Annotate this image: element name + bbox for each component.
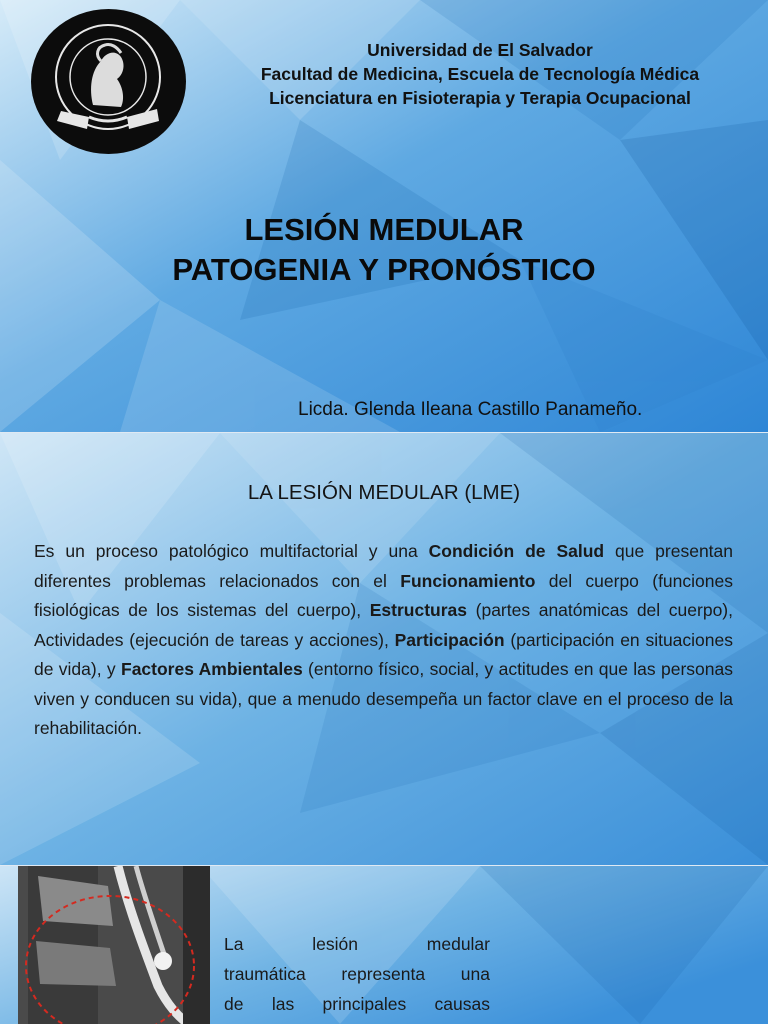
faculty-name: Facultad de Medicina, Escuela de Tecnología Médica [260, 64, 700, 84]
trauma-paragraph [224, 929, 490, 1019]
paragraph-text: (participación en situaciones de vida), y [34, 629, 733, 679]
institution-header [190, 38, 768, 110]
emphasized-term: Funcionamiento [400, 570, 536, 591]
text-line: de las principales causas [224, 994, 490, 1014]
paragraph-text: (partes anatómicas del cuerpo), Actividades (ejecución de tareas y acciones), [34, 600, 733, 650]
definition-paragraph [34, 537, 733, 744]
author-name: Licda. Glenda Ileana Castillo Panameño. [298, 399, 643, 420]
paragraph-text: Es un proceso patológico multifactorial y una [34, 541, 429, 561]
text-line: La lesión medular [224, 934, 490, 954]
emphasized-term: Participación [394, 629, 505, 650]
presentation-title [0, 210, 768, 290]
degree-name: Licenciatura en Fisioterapia y Terapia Ocupacional [269, 88, 691, 108]
title-line-2: PATOGENIA Y PRONÓSTICO [172, 252, 596, 287]
paragraph-text: (entorno físico, social, y actitudes en que las personas viven y conducen su vida), que a menudo desempeña un factor clave en el proceso de la rehabilitación. [34, 659, 733, 738]
paragraph-text: que presentan diferentes problemas relacionados con el [34, 541, 734, 591]
trauma-slide [0, 866, 768, 1024]
text-line: traumática representa una [224, 964, 490, 984]
section-heading: LA LESIÓN MEDULAR (LME) [247, 481, 521, 504]
emphasized-term: Factores Ambientales [121, 659, 303, 679]
title-slide [0, 0, 768, 432]
definition-slide [0, 433, 768, 865]
university-name: Universidad de El Salvador [367, 40, 593, 60]
emphasized-term: Condición de Salud [428, 541, 605, 561]
university-seal-logo [31, 9, 186, 154]
paragraph-text: del cuerpo (funciones fisiológicas de los sistemas del cuerpo), [34, 570, 733, 620]
spine-mri-image [18, 866, 210, 1024]
title-line-1: LESIÓN MEDULAR [244, 212, 524, 247]
emphasized-term: Estructuras [369, 600, 468, 620]
